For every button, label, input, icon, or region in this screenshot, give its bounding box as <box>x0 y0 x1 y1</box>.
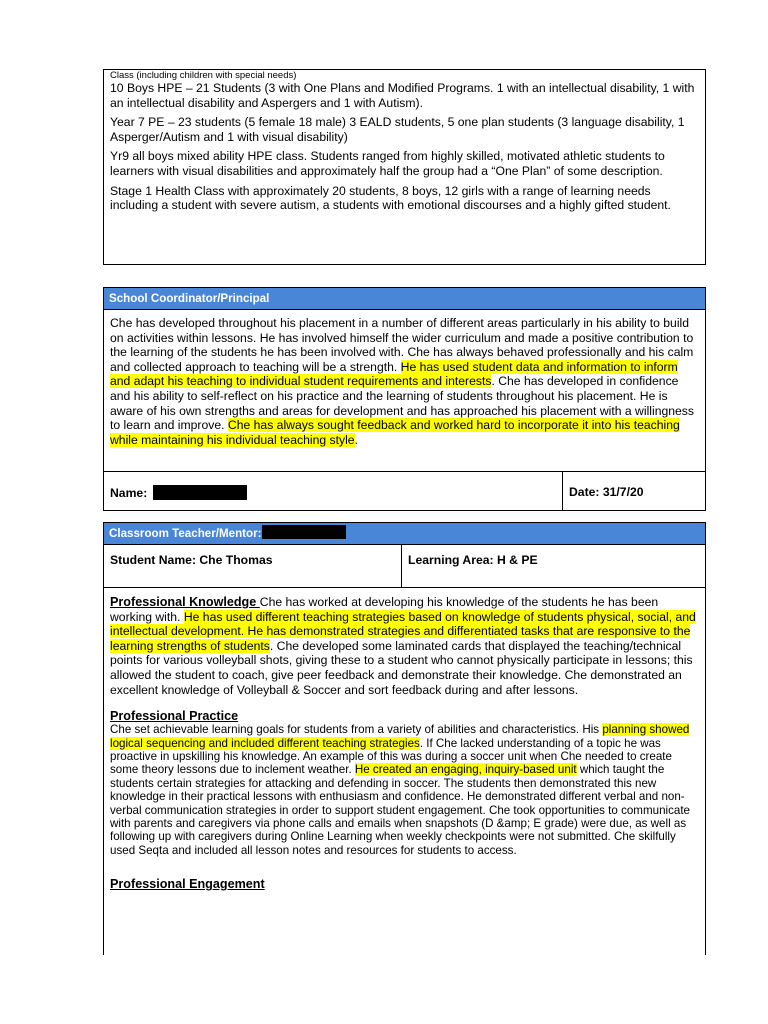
learning-area: Learning Area: H & PE <box>408 553 538 567</box>
coordinator-comment <box>104 310 705 472</box>
class-item-1: 10 Boys HPE – 21 Students (3 with One Plans and Modified Programs. 1 with an intellectual disability, 1 with an intellectual disability and Aspergers and 1 with Autism). <box>110 81 695 110</box>
date-cell: Date: 31/7/20 <box>569 485 644 499</box>
professional-knowledge-section <box>110 595 699 697</box>
coordinator-header: School Coordinator/Principal <box>104 288 705 310</box>
mentor-header-label: Classroom Teacher/Mentor: <box>109 527 262 540</box>
pp-highlight-1: planning showed logical sequencing and included different teaching strategies <box>110 723 690 750</box>
pk-highlight: He has used different teaching strategies based on knowledge of students physical, social, and intellectual development. He has demonstrated strategies and differentiated tasks that are responsive to the learning strengths of students <box>110 609 696 653</box>
student-name: Student Name: Che Thomas <box>104 545 402 587</box>
name-label: Name: <box>110 486 148 500</box>
pk-text-1: Che has worked at developing his knowledge of the students he has been working with. <box>110 595 659 624</box>
class-label: Class (including children with special needs) <box>110 70 297 81</box>
mentor-report-box <box>103 522 706 955</box>
pp-text-1: Che set achievable learning goals for students from a variety of abilities and characteristics. His <box>110 723 603 737</box>
professional-practice-text <box>110 723 699 857</box>
professional-knowledge-heading: Professional Knowledge <box>110 595 260 609</box>
coordinator-report-box <box>103 287 706 511</box>
coordinator-text-3: . <box>354 432 358 447</box>
redaction-block <box>153 485 247 500</box>
pk-text-2: . Che developed some laminated cards that displayed the teaching/technical points for various volleyball shots, giving these to a student who cannot physically participate in lessons; this allowed the student to coach, give peer feedback and demonstrate their knowledge. Che demonstrated an excellent knowledge of Volleyball & Soccer and sort feedback during and after lessons. <box>110 638 693 697</box>
professional-practice-section <box>110 709 699 857</box>
student-info-row <box>104 545 705 588</box>
mentor-redaction-block <box>262 525 346 539</box>
pp-text-3: which taught the students certain strategies for attacking and defending in soccer. The students then demonstrated this new knowledge in their practical lessons with enthusiasm and confidence. He demonstrated different verbal and non-verbal communication strategies in order to support student engagement. Che took opportunities to communicate with parents and caregivers via phone calls and emails when snapshots (D &amp; E grade) were due, as well as following up with caregivers during Online Learning when weekly checkpoints were not submitted. Che skilfully used Seqta and included all lesson notes and resources for students to access. <box>110 763 691 857</box>
coordinator-text-2: . Che has developed in confidence and his ability to self-reflect on his practice and the learning of students throughout his placement. He is aware of his own strengths and areas for development and has approached his placement with a willingness to learn and improve. <box>110 374 694 433</box>
mentor-comment <box>104 588 705 891</box>
professional-practice-heading: Professional Practice <box>110 709 239 724</box>
coordinator-highlight-2: Che has always sought feedback and worked hard to incorporate it into his teaching while maintaining his individual teaching style <box>110 418 680 447</box>
class-item-3: Yr9 all boys mixed ability HPE class. Students ranged from highly skilled, motivated athletic students to learners with visual disabilities and approximately half the group had a “One Plan” of some description. <box>110 149 665 178</box>
name-cell <box>104 472 563 510</box>
pp-highlight-2: He created an engaging, inquiry-based unit <box>354 763 577 777</box>
class-item-2: Year 7 PE – 23 students (5 female 18 male) 3 EALD students, 5 one plan students (3 language disability, 1 Asperger/Autism and 1 with visual disability) <box>110 115 685 144</box>
coordinator-highlight-1: He has used student data and information to inform and adapt his teaching to individual student requirements and interests <box>110 359 678 389</box>
signature-row <box>104 472 705 510</box>
class-description-box <box>103 69 706 265</box>
coordinator-text-1: Che has developed throughout his placement in a number of different areas particularly in his ability to build on activities within lessons. He has involved himself the wider curriculum and made a positive contribution to the learning of the students he has been involved with. Che has always behaved professionally and his calm and collected approach to teaching will be a strength. <box>110 316 694 374</box>
class-item-4: Stage 1 Health Class with approximately 20 students, 8 boys, 12 girls with a range of learning needs including a student with severe autism, a students with emotional discourses and a highly gifted student. <box>110 183 671 213</box>
mentor-header <box>104 523 705 545</box>
pp-text-2: . If Che lacked understanding of a topic he was proactive in upskilling his knowledge. An example of this was during a soccer unit when Che needed to create some theory lessons due to inclement weather. <box>110 736 672 777</box>
professional-engagement-heading: Professional Engagement <box>110 877 265 892</box>
